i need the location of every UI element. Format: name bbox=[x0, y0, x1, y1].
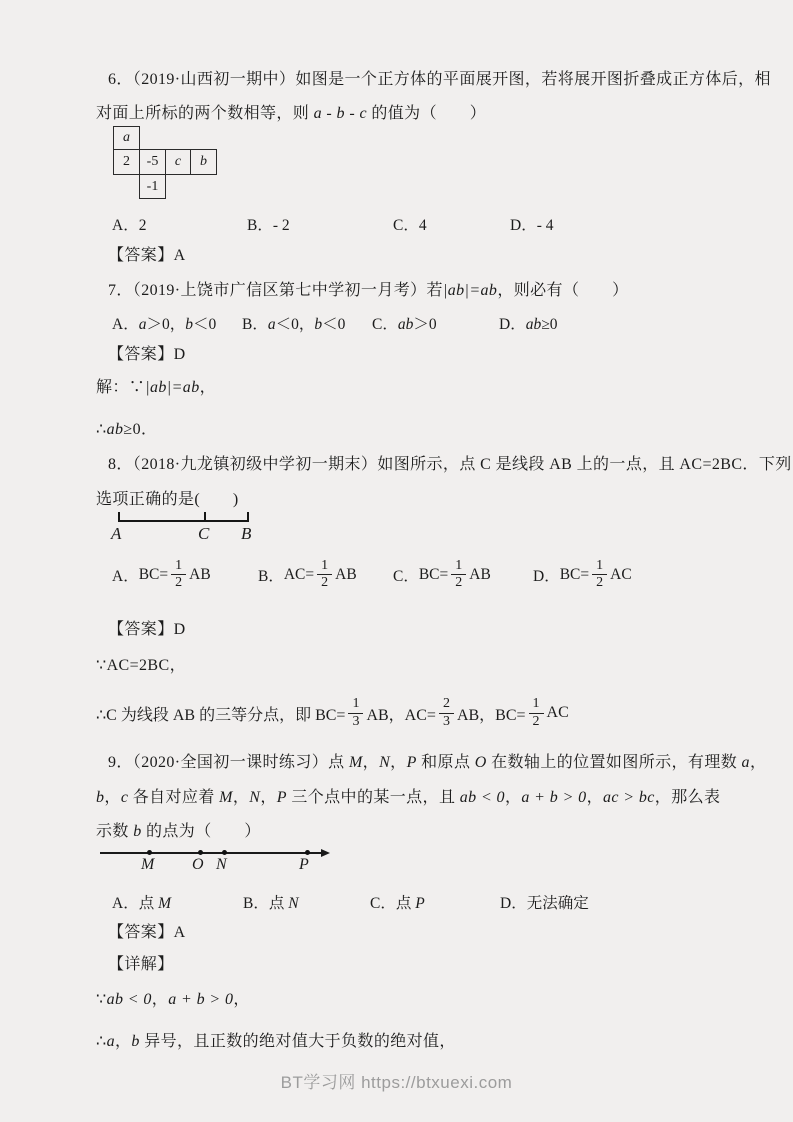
q6-option-d: D．- 4 bbox=[510, 217, 554, 234]
q8-option-d bbox=[533, 558, 632, 591]
segment-tick-a bbox=[118, 512, 120, 521]
q9-explanation-1: ∵ab < 0，a + b > 0， bbox=[96, 991, 250, 1008]
q6-options-row bbox=[0, 213, 793, 237]
numberline-label-o: O bbox=[192, 856, 204, 873]
q7-option-d: D．ab≥0 bbox=[499, 316, 558, 333]
numberline-dot-m bbox=[147, 850, 152, 855]
fraction: $\frac{1}{2}$ bbox=[317, 558, 332, 591]
segment-line bbox=[118, 520, 249, 522]
segment-label-b: B bbox=[241, 524, 252, 543]
q6-text-line2: 对面上所标的两个数相等，则 a - b - c 的值为（ ） bbox=[96, 105, 487, 122]
q6-option-b: B．- 2 bbox=[247, 217, 290, 234]
q8-exp2-mid2: AB，BC= bbox=[456, 706, 526, 724]
q8-exp2-pre: ∴C 为线段 AB 的三等分点，即 BC= bbox=[96, 706, 346, 724]
q6-answer: 【答案】A bbox=[108, 247, 186, 264]
segment-label-c: C bbox=[198, 524, 210, 543]
q7-option-c: C．ab＞0 bbox=[372, 316, 437, 333]
q9-explanation-2: ∴a，b 异号，且正数的绝对值大于负数的绝对值， bbox=[96, 1033, 456, 1050]
q8-option-b-label: B． bbox=[258, 567, 284, 585]
numberline-arrow-icon bbox=[321, 849, 330, 857]
q7-option-a: A．a＞0，b＜0 bbox=[112, 316, 217, 333]
q8-option-c-post: AB bbox=[469, 565, 491, 583]
q6-option-a: A．2 bbox=[112, 217, 147, 234]
segment-tick-c bbox=[204, 512, 206, 521]
q8-option-d-pre: BC= bbox=[559, 565, 590, 583]
numberline-label-n: N bbox=[216, 856, 227, 873]
segment-label-a: A bbox=[111, 524, 122, 543]
q8-options-row bbox=[0, 558, 793, 602]
net-cell-2: 2 bbox=[113, 149, 140, 175]
net-cell-b: b bbox=[190, 149, 217, 175]
q7-explanation-2: ∴ab≥0． bbox=[96, 421, 158, 438]
q9-option-a: A．点 M bbox=[112, 895, 171, 912]
numberline-label-m: M bbox=[141, 856, 155, 873]
numberline-dot-n bbox=[222, 850, 227, 855]
q8-explanation-2 bbox=[96, 693, 569, 733]
q8-exp2-post: AC bbox=[546, 704, 569, 721]
numberline-label-p: P bbox=[299, 856, 309, 873]
q8-option-b-pre: AC= bbox=[283, 565, 315, 583]
q8-option-c-label: C． bbox=[393, 567, 419, 585]
q8-option-a-post: AB bbox=[189, 565, 211, 583]
q8-answer: 【答案】D bbox=[108, 621, 186, 638]
fraction: $\frac{1}{2}$ bbox=[592, 558, 607, 591]
numberline-axis bbox=[100, 852, 322, 854]
q7-answer: 【答案】D bbox=[108, 346, 186, 363]
q8-option-d-label: D． bbox=[533, 567, 560, 585]
segment-tick-b bbox=[247, 512, 249, 521]
q9-options-row bbox=[0, 891, 793, 915]
q8-option-b bbox=[258, 558, 357, 591]
q9-text-line2: b，c 各自对应着 M，N，P 三个点中的某一点，且 ab < 0，a + b > 0，ac > bc，那么表 bbox=[96, 789, 721, 806]
q8-text-line1: 8．（2018·九龙镇初级中学初一期末）如图所示，点 C 是线段 AB 上的一点，且 AC=2BC．下列 bbox=[108, 456, 792, 473]
q8-option-b-post: AB bbox=[335, 565, 357, 583]
numberline-dot-p bbox=[305, 850, 310, 855]
q9-text-line3: 示数 b 的点为（ ） bbox=[96, 823, 261, 840]
q9-option-c: C．点 P bbox=[370, 895, 425, 912]
q9-detail-heading: 【详解】 bbox=[108, 956, 174, 973]
q8-option-a-label: A． bbox=[112, 567, 139, 585]
q9-text-line1: 9．（2020·全国初一课时练习）点 M，N，P 和原点 O 在数轴上的位置如图所示，有理数 a， bbox=[108, 754, 767, 771]
q9-option-b: B．点 N bbox=[243, 895, 299, 912]
site-watermark: BT学习网 https://btxuexi.com bbox=[280, 1073, 513, 1092]
fraction: $\frac{1}{2}$ bbox=[451, 558, 466, 591]
q7-text-line1: 7．（2019·上饶市广信区第七中学初一月考）若|ab|=ab，则必有（ ） bbox=[108, 282, 629, 299]
q9-option-d: D．无法确定 bbox=[500, 895, 589, 912]
q6-text-line1: 6．（2019·山西初一期中）如图是一个正方体的平面展开图，若将展开图折叠成正方体后，相 bbox=[108, 71, 771, 88]
q8-exp2-mid1: AB，AC= bbox=[366, 706, 436, 724]
fraction: $\frac{1}{2}$ bbox=[529, 696, 544, 729]
q8-option-a bbox=[112, 558, 211, 591]
q8-option-c-pre: BC= bbox=[418, 565, 449, 583]
net-cell-a: a bbox=[113, 126, 140, 150]
q8-option-d-post: AC bbox=[610, 565, 632, 583]
net-cell-neg5: -5 bbox=[139, 149, 166, 175]
q8-text-line2: 选项正确的是( ) bbox=[96, 491, 239, 508]
fraction: $\frac{2}{3}$ bbox=[439, 696, 454, 729]
q6-option-c: C．4 bbox=[393, 217, 427, 234]
net-cell-neg1: -1 bbox=[139, 174, 166, 199]
q8-option-a-pre: BC= bbox=[138, 565, 169, 583]
q8-option-c bbox=[393, 558, 491, 591]
fraction: $\frac{1}{3}$ bbox=[348, 696, 363, 729]
q7-option-b: B．a＜0，b＜0 bbox=[242, 316, 346, 333]
numberline-dot-o bbox=[198, 850, 203, 855]
q9-answer: 【答案】A bbox=[108, 924, 186, 941]
fraction: $\frac{1}{2}$ bbox=[171, 558, 186, 591]
q7-options-row bbox=[0, 312, 793, 336]
net-cell-c: c bbox=[165, 149, 191, 175]
q7-explanation-1: 解：∵|ab|=ab， bbox=[96, 379, 217, 396]
q8-explanation-1: ∵AC=2BC， bbox=[96, 657, 186, 674]
